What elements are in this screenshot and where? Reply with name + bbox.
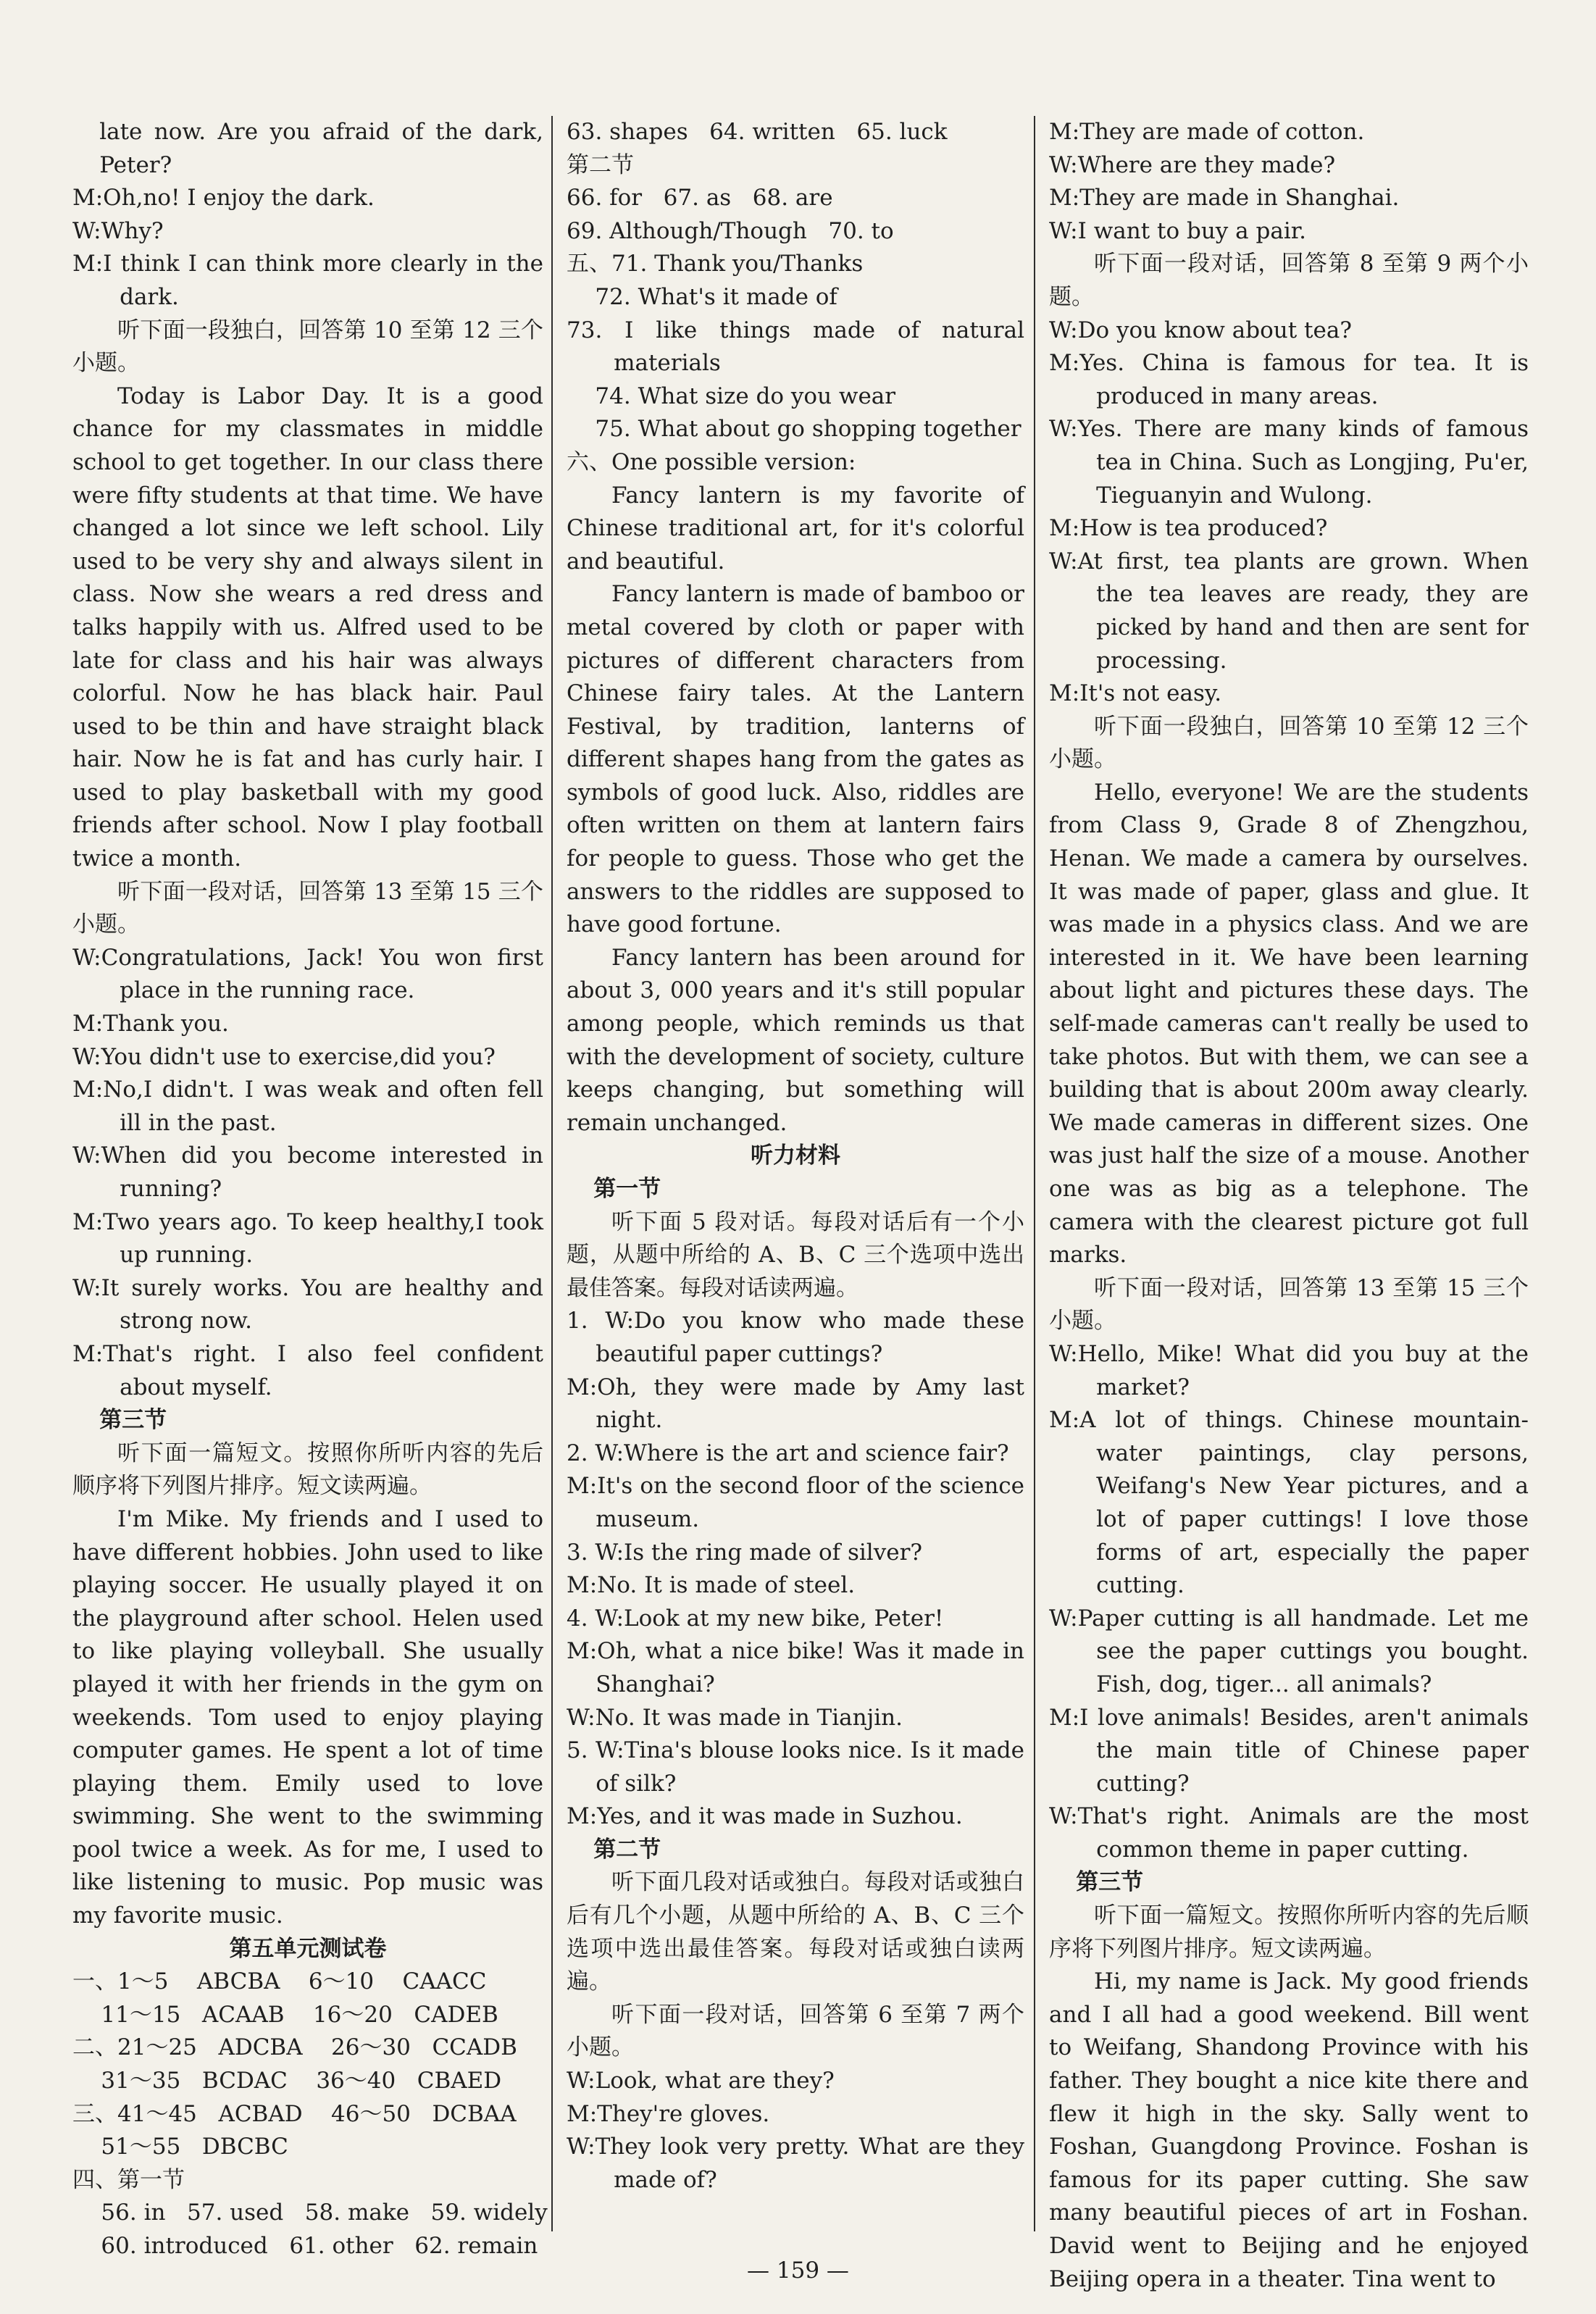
text-paragraph: 73. I like things made of natural materials xyxy=(567,317,1024,377)
text-paragraph: W:Hello, Mike! What did you buy at the market? xyxy=(1049,1340,1529,1400)
text-paragraph: late now. Are you afraid of the dark, Peter? xyxy=(99,119,543,178)
text-paragraph: 第五单元测试卷 xyxy=(229,1935,387,1962)
text-paragraph: M:It's on the second floor of the science museum. xyxy=(567,1473,1024,1532)
text-paragraph: W:Look, what are they? xyxy=(567,2068,835,2094)
text-paragraph: 听下面 5 段对话。每段对话后有一个小题，从题中所给的 A、B、C 三个选项中选出最佳答案。每段对话读两遍。 xyxy=(567,1208,1024,1301)
text-paragraph: M:Oh, what a nice bike! Was it made in Shanghai? xyxy=(567,1638,1024,1697)
text-paragraph: M:They are made of cotton. xyxy=(1049,119,1365,145)
text-paragraph: 4. W:Look at my new bike, Peter! xyxy=(567,1605,944,1632)
text-paragraph: Today is Labor Day. It is a good chance for my classmates in middle school to get together. In our class there were fifty students at that time. We have changed a lot since we left school. Lily used to be very shy and always silent in class. Now she wears a red dress and talks happily with us. Alfred used to be late for class and his hair was always colorful. Now he has black hair. Paul used to be thin and have straight black hair. Now he is fat and has curly hair. I used to play basketball with my good friends after school. Now I play football twice a month. xyxy=(72,383,543,872)
text-paragraph: M:A lot of things. Chinese mountain-water paintings, clay persons, Weifang's New Year pictures, and a lot of paper cuttings! I love those forms of art, especially the paper cutting. xyxy=(1049,1407,1529,1599)
text-paragraph: 听下面一段对话，回答第 13 至第 15 三个小题。 xyxy=(72,878,543,938)
text-paragraph: 69. Although/Though 70. to xyxy=(567,217,894,244)
page-number: — 159 — xyxy=(747,2257,849,2284)
text-paragraph: Hello, everyone! We are the students from Class 9, Grade 8 of Zhengzhou, Henan. We made a camera by ourselves. It was made of paper, glass and glue. It was made in a physics class. And we are interested in it. We have been learning about light and pictures these days. The self-made cameras can't really be used to take photos. But with them, we can see a building that is about 200m away clearly. We made cameras in different sizes. One was just half the size of a mouse. Another one was as big as a telephone. The camera with the clearest picture got full marks. xyxy=(1049,779,1529,1269)
text-paragraph: 72. What's it made of xyxy=(567,283,837,310)
text-paragraph: 75. What about go shopping together xyxy=(567,416,1021,443)
text-paragraph: M:They are made in Shanghai. xyxy=(1049,185,1400,212)
text-paragraph: W:At first, tea plants are grown. When the tea leaves are ready, they are picked by hand and then are sent for processing. xyxy=(1049,548,1529,674)
text-paragraph: Fancy lantern has been around for about 3, 000 years and it's still popular among people, which reminds us that with the development of society, culture keeps changing, but something will remain unchanged. xyxy=(567,944,1024,1136)
text-paragraph: 第二节 xyxy=(567,151,634,178)
text-paragraph: W:They look very pretty. What are they made of? xyxy=(567,2134,1024,2193)
text-paragraph: M:Oh, they were made by Amy last night. xyxy=(567,1374,1024,1434)
text-paragraph: 听下面一篇短文。按照你所听内容的先后顺序将下列图片排序。短文读两遍。 xyxy=(72,1440,543,1500)
text-paragraph: M:That's right. I also feel confident about myself. xyxy=(72,1340,543,1400)
column-divider xyxy=(1034,116,1035,2231)
text-paragraph: I'm Mike. My friends and I used to have different hobbies. John used to like playing soccer. He usually played it on the playground after school. Helen used to like playing volleyball. She usually played it with her friends in the gym on weekends. Tom used to enjoy playing computer games. He spent a lot of time playing them. Emily used to love swimming. She went to the swimming pool twice a week. As for me, I used to like listening to music. Pop music was my favorite music. xyxy=(72,1505,543,1929)
text-column-middle xyxy=(567,116,1024,2197)
text-paragraph: 74. What size do you wear xyxy=(567,383,896,409)
text-paragraph: 63. shapes 64. written 65. luck xyxy=(567,119,948,145)
text-paragraph: 听下面一段独白，回答第 10 至第 12 三个小题。 xyxy=(1049,713,1529,773)
text-paragraph: 听力材料 xyxy=(751,1143,840,1169)
text-paragraph: 3. W:Is the ring made of silver? xyxy=(567,1539,923,1566)
text-paragraph: 56. in 57. used 58. make 59. widely xyxy=(72,2200,548,2226)
text-paragraph: 一、1～5 ABCBA 6～10 CAACC xyxy=(72,1968,487,1995)
text-paragraph: M:No,I didn't. I was weak and often fell ill in the past. xyxy=(72,1077,543,1136)
text-paragraph: 二、21～25 ADCBA 26～30 CCADB xyxy=(72,2034,517,2061)
text-paragraph: W:I want to buy a pair. xyxy=(1049,217,1307,244)
text-paragraph: 六、One possible version: xyxy=(567,448,856,475)
text-paragraph: M:How is tea produced? xyxy=(1049,515,1328,542)
text-paragraph: 第三节 xyxy=(1076,1869,1144,1896)
text-paragraph: W:That's right. Animals are the most common theme in paper cutting. xyxy=(1049,1803,1529,1863)
text-paragraph: 第一节 xyxy=(593,1176,661,1202)
text-paragraph: M:It's not easy. xyxy=(1049,680,1222,707)
text-paragraph: M:Yes. China is famous for tea. It is produced in many areas. xyxy=(1049,350,1529,409)
text-paragraph: M:Thank you. xyxy=(72,1011,229,1037)
text-paragraph: 31～35 BCDAC 36～40 CBAED xyxy=(72,2068,502,2094)
text-paragraph: M:I think I can think more clearly in the dark. xyxy=(72,251,543,310)
text-paragraph: Fancy lantern is made of bamboo or metal covered by cloth or paper with pictures of different characters from Chinese fairy tales. At the Lantern Festival, by tradition, lanterns of different shapes hang from the gates as symbols of good luck. Also, riddles are often written on them at lantern fairs for people to guess. Those who get the answers to the riddles are supposed to have good fortune. xyxy=(567,581,1024,938)
text-paragraph: 1. W:Do you know who made these beautiful paper cuttings? xyxy=(567,1308,1024,1367)
text-paragraph: 听下面一篇短文。按照你所听内容的先后顺序将下列图片排序。短文读两遍。 xyxy=(1049,1902,1529,1962)
text-paragraph: 听下面一段独白，回答第 10 至第 12 三个小题。 xyxy=(72,317,543,377)
text-paragraph: M:Two years ago. To keep healthy,I took up running. xyxy=(72,1208,543,1269)
text-paragraph: 66. for 67. as 68. are xyxy=(567,185,833,212)
text-paragraph: 听下面一段对话，回答第 8 至第 9 两个小题。 xyxy=(1049,251,1529,310)
text-paragraph: 听下面一段对话，回答第 13 至第 15 三个小题。 xyxy=(1049,1274,1529,1334)
text-paragraph: M:I love animals! Besides, aren't animals the main title of Chinese paper cutting? xyxy=(1049,1704,1529,1797)
text-paragraph: M:No. It is made of steel. xyxy=(567,1572,856,1599)
text-paragraph: 60. introduced 61. other 62. remain xyxy=(72,2233,538,2259)
text-paragraph: W:Paper cutting is all handmade. Let me see the paper cuttings you bought. Fish, dog, tiger... all animals? xyxy=(1049,1605,1529,1697)
text-paragraph: 听下面几段对话或独白。每段对话或独白后有几个小题，从题中所给的 A、B、C 三个选项中选出最佳答案。每段对话或独白读两遍。 xyxy=(567,1869,1024,1995)
text-paragraph: 51～55 DBCBC xyxy=(72,2134,288,2160)
text-paragraph: 三、41～45 ACBAD 46～50 DCBAA xyxy=(72,2100,517,2127)
text-paragraph: W:No. It was made in Tianjin. xyxy=(567,1704,903,1731)
text-paragraph: 第三节 xyxy=(99,1407,167,1434)
text-column-right xyxy=(1049,116,1529,2296)
text-paragraph: W:Where are they made? xyxy=(1049,151,1336,178)
text-paragraph: W:Do you know about tea? xyxy=(1049,317,1352,343)
text-paragraph: Hi, my name is Jack. My good friends and I all had a good weekend. Bill went to Weifang, Shandong Province with his father. They bought a nice kite there and flew it high in the sky. Sally went to Foshan, Guangdong Province. Foshan is famous for its paper cutting. She saw many beautiful pieces of art in Foshan. David went to Beijing and he enjoyed Beijing opera in a theater. Tina went to xyxy=(1049,1968,1529,2292)
text-paragraph: 2. W:Where is the art and science fair? xyxy=(567,1440,1009,1466)
text-paragraph: W:Congratulations, Jack! You won first place in the running race. xyxy=(72,944,543,1004)
text-paragraph: 5. W:Tina's blouse looks nice. Is it made of silk? xyxy=(567,1737,1024,1797)
text-paragraph: M:They're gloves. xyxy=(567,2100,770,2127)
text-paragraph: M:Oh,no! I enjoy the dark. xyxy=(72,185,375,212)
text-paragraph: 11～15 ACAAB 16～20 CADEB xyxy=(72,2001,498,2028)
text-paragraph: W:Yes. There are many kinds of famous tea in China. Such as Longjing, Pu'er, Tieguanyin and Wulong. xyxy=(1049,416,1529,509)
text-column-left xyxy=(72,116,548,2263)
column-divider xyxy=(551,116,553,2231)
text-paragraph: W:It surely works. You are healthy and strong now. xyxy=(72,1274,543,1334)
text-paragraph: M:Yes, and it was made in Suzhou. xyxy=(567,1803,963,1830)
text-paragraph: 五、71. Thank you/Thanks xyxy=(567,251,864,277)
text-paragraph: W:Why? xyxy=(72,217,164,244)
text-paragraph: W:You didn't use to exercise,did you? xyxy=(72,1043,496,1070)
text-paragraph: 第二节 xyxy=(593,1836,661,1863)
text-paragraph: Fancy lantern is my favorite of Chinese traditional art, for it's colorful and beautiful. xyxy=(567,482,1024,575)
text-paragraph: 四、第一节 xyxy=(72,2166,185,2193)
text-paragraph: 听下面一段对话，回答第 6 至第 7 两个小题。 xyxy=(567,2001,1024,2061)
text-paragraph: W:When did you become interested in running? xyxy=(72,1143,543,1202)
